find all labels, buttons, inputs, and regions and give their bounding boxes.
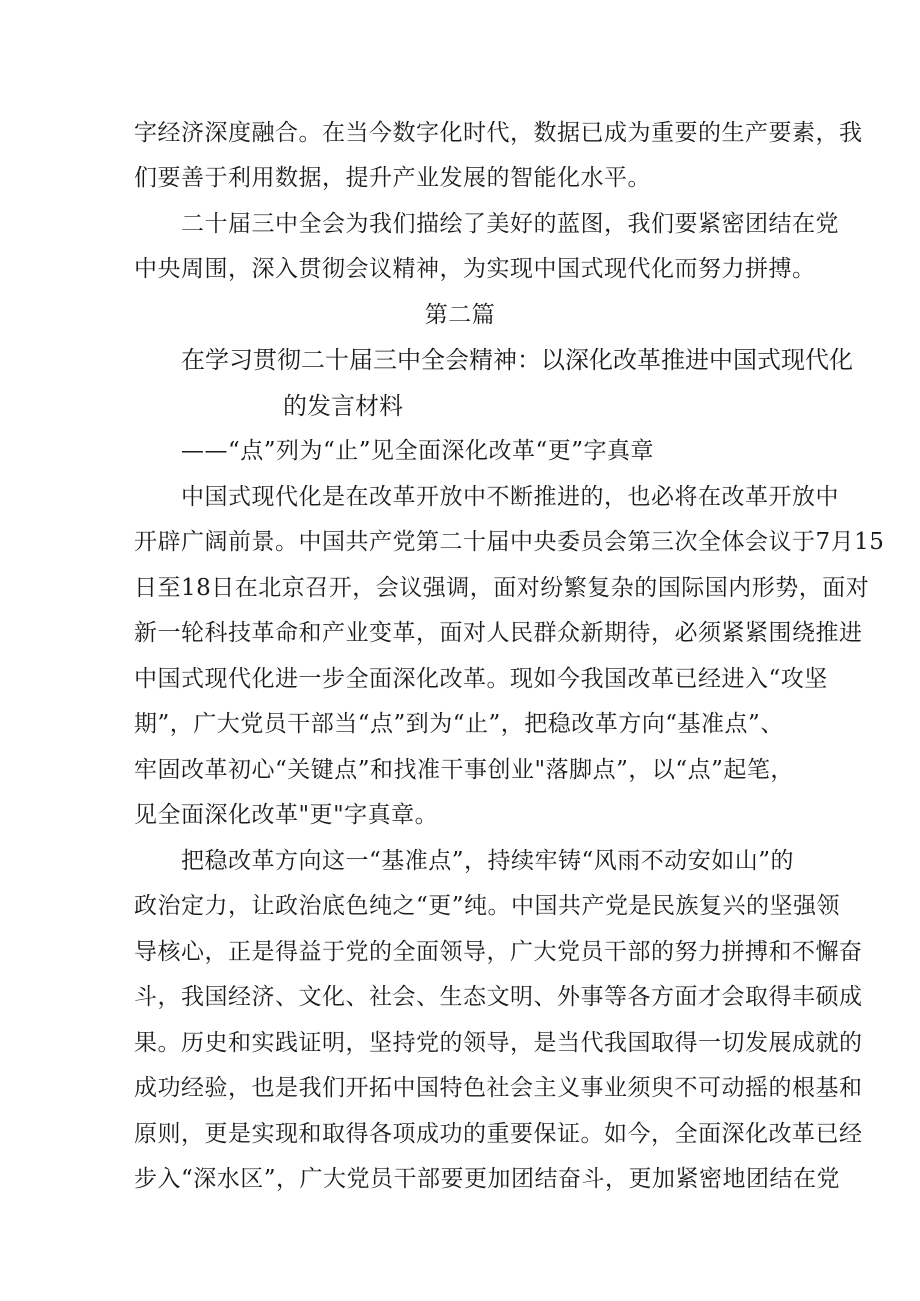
body-line: 斗，我国经济、文化、社会、生态文明、外事等各方面才会取得丰硕成	[134, 984, 863, 1010]
body-line: 见全面深化改革"更"字真章。	[134, 802, 439, 828]
body-line: 果。历史和实践证明，坚持党的领导，是当代我国取得一切发展成就的	[134, 1030, 863, 1056]
body-line: 开辟广阔前景。中国共产党第二十届中央委员会第三次全体会议于7月15	[134, 529, 885, 555]
paragraph-first-line: 中国式现代化是在改革开放中不断推进的，也必将在改革开放中	[181, 484, 839, 510]
body-line: 期”，广大党员干部当“点”到为“止”，把稳改革方向“基准点”、	[134, 711, 784, 737]
body-line: 牢固改革初心“关键点”和找准干事创业"落脚点”，以“点”起笔，	[134, 757, 794, 783]
body-line: 字经济深度融合。在当今数字化时代，数据已成为重要的生产要素，我	[134, 120, 863, 146]
paragraph-first-line: 二十届三中全会为我们描绘了美好的蓝图，我们要紧密团结在党	[181, 211, 839, 237]
body-line: 中国式现代化进一步全面深化改革。现如今我国改革已经进入“攻坚	[134, 666, 828, 692]
article-title-line-2: 的发言材料	[283, 392, 403, 420]
body-line: 导核心，正是得益于党的全面领导，广大党员干部的努力拼搏和不懈奋	[134, 939, 863, 965]
paragraph-first-line: 把稳改革方向这一“基准点”，持续牢铸“风雨不动安如山”的	[181, 848, 795, 874]
body-line: 步入“深水区”，广大党员干部要更加团结奋斗，更加紧密地团结在党	[134, 1166, 841, 1192]
article-subtitle: ——“点”列为“止”见全面深化改革“更”字真章	[181, 438, 655, 464]
body-line: 成功经验，也是我们开拓中国特色社会主义事业须臾不可动摇的根基和	[134, 1075, 863, 1101]
body-line: 中央周围，深入贯彻会议精神，为实现中国式现代化而努力拼搏。	[134, 256, 816, 282]
section-heading: 第二篇	[424, 302, 496, 328]
body-line: 原则，更是实现和取得各项成功的重要保证。如今，全面深化改革已经	[134, 1121, 863, 1147]
body-line: 新一轮科技革命和产业变革，面对人民群众新期待，必须紧紧围绕推进	[134, 620, 863, 646]
body-line: 政治定力，让政治底色纯之“更”纯。中国共产党是民族复兴的坚强领	[134, 893, 841, 919]
body-line: 们要善于利用数据，提升产业发展的智能化水平。	[134, 165, 651, 191]
article-title-line-1: 在学习贯彻二十届三中全会精神：以深化改革推进中国式现代化	[181, 346, 853, 374]
body-line: 日至18日在北京召开，会议强调，面对纷繁复杂的国际国内形势，面对	[134, 575, 870, 601]
